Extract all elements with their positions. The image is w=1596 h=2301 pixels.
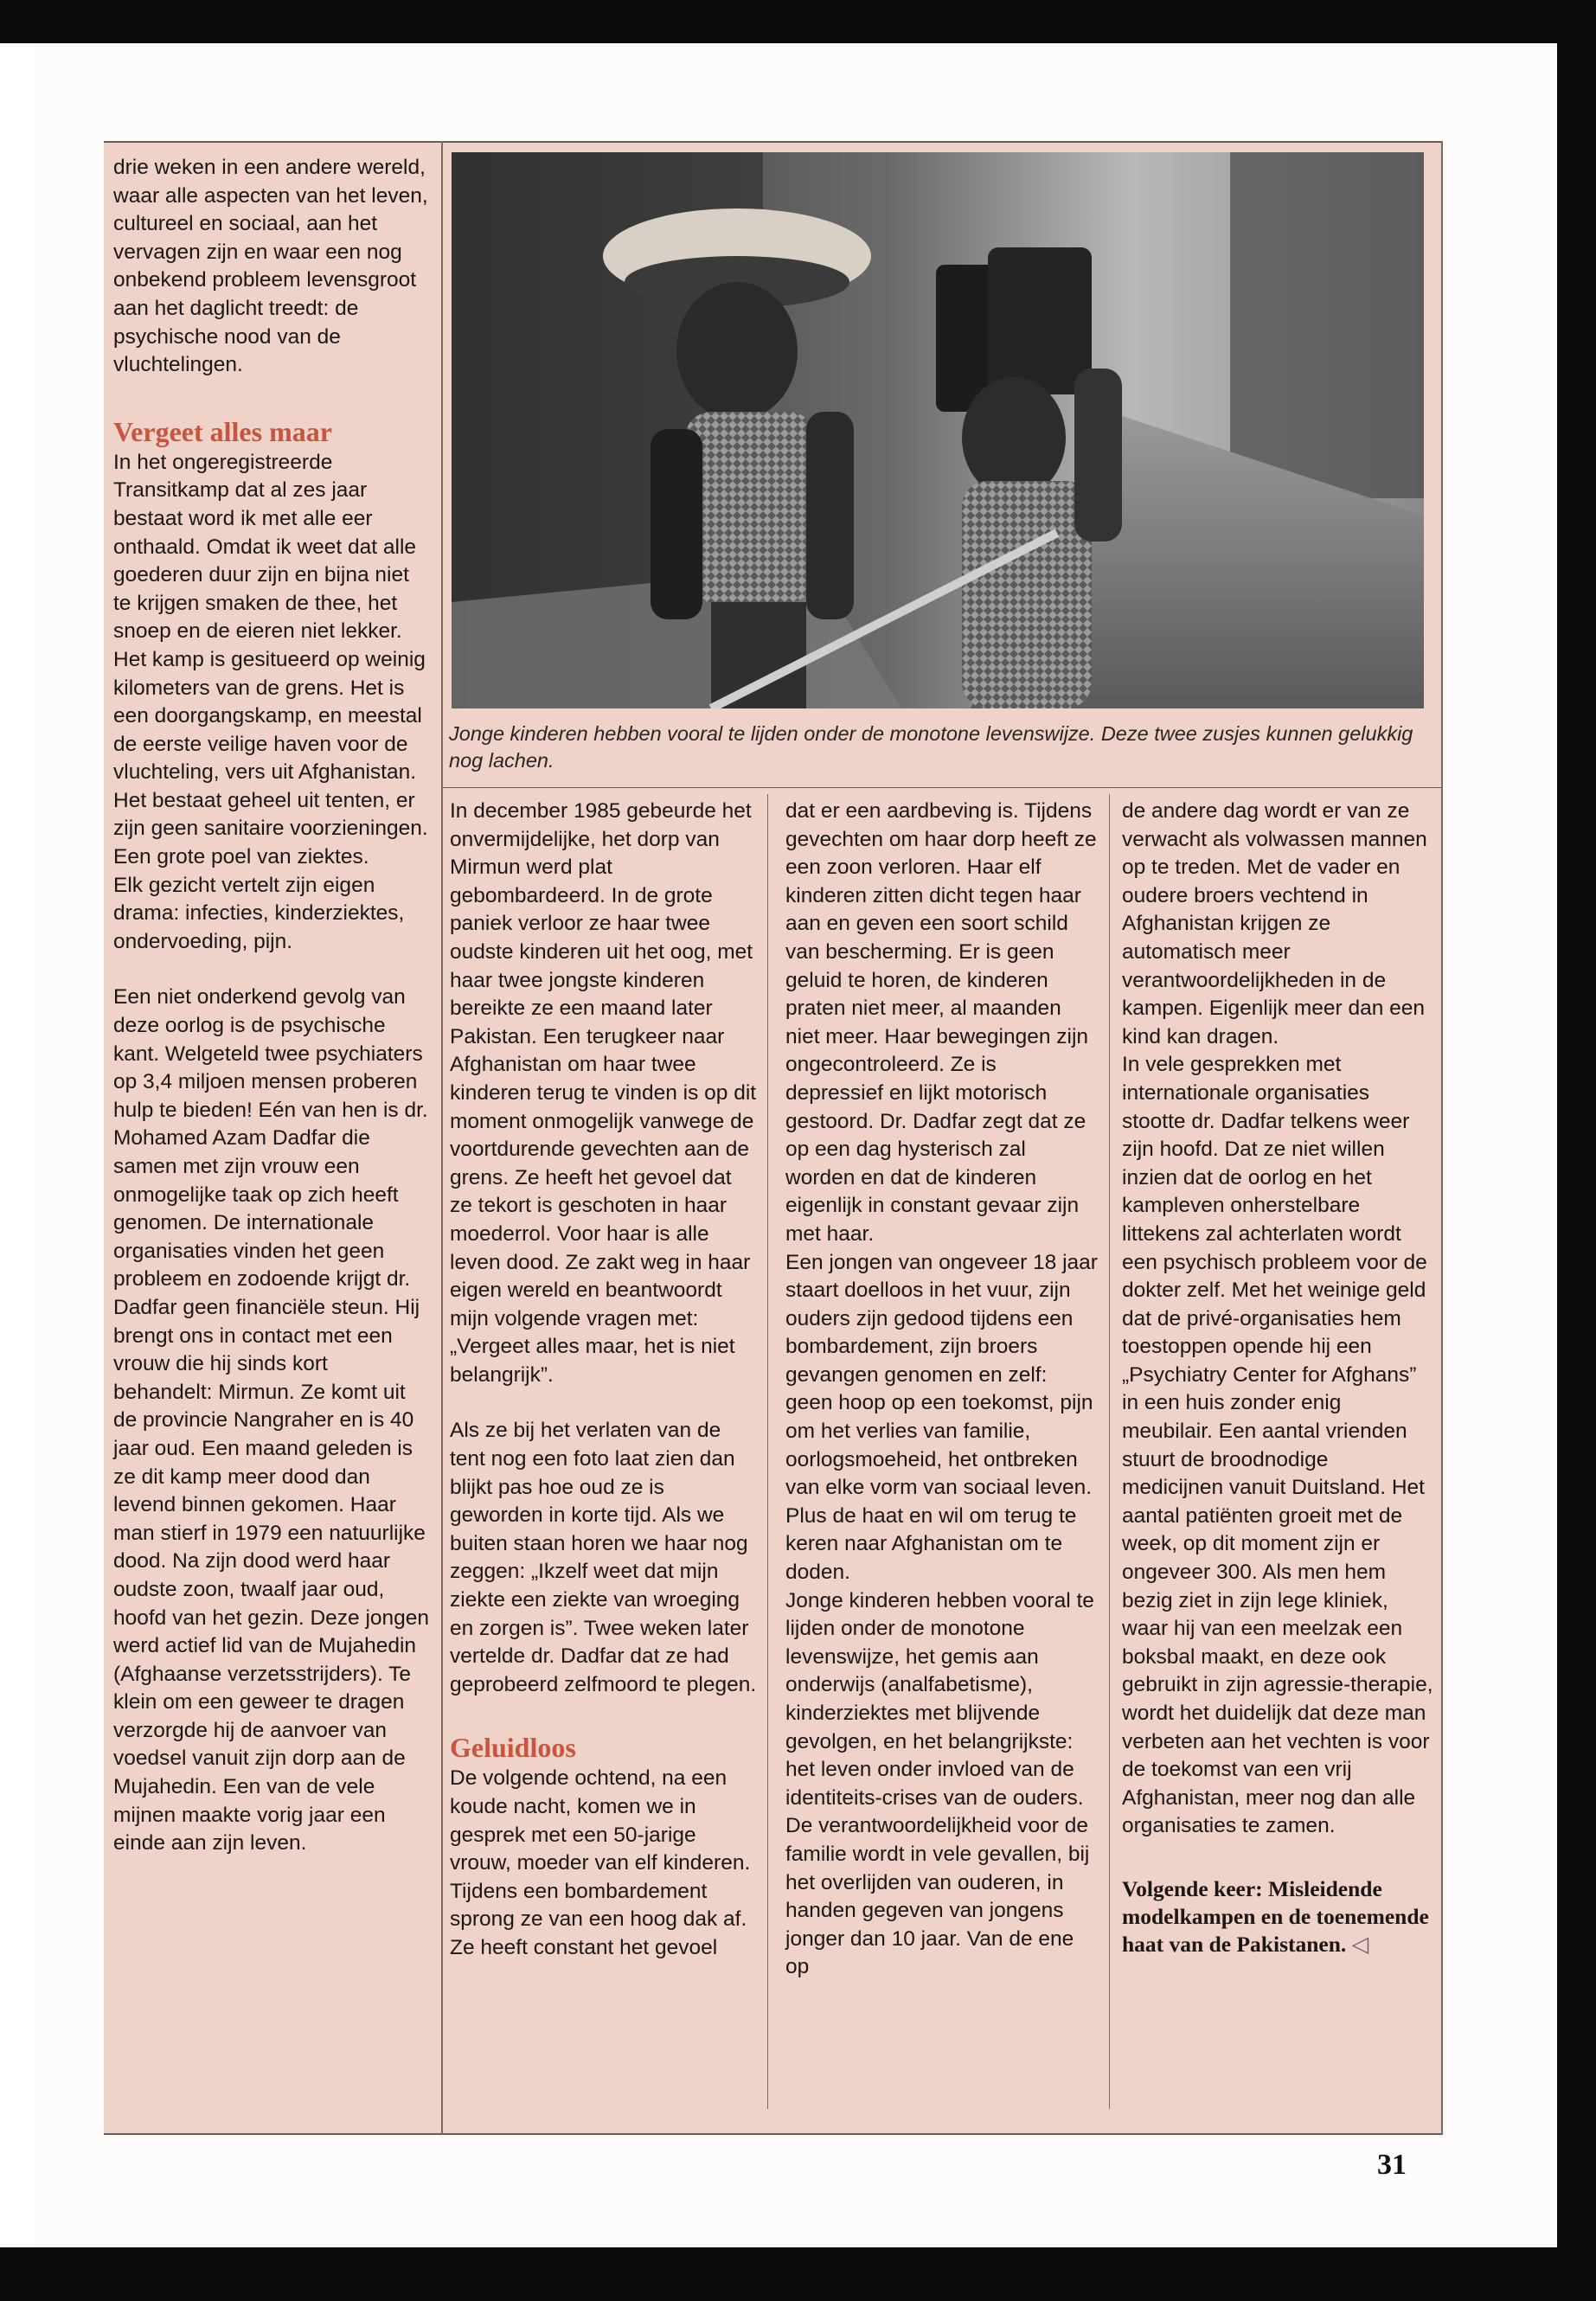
article-photo <box>452 152 1424 708</box>
column-1 <box>113 154 432 1858</box>
paragraph: In het ongeregistreerde Transitkamp dat al zes jaar bestaat word ik met alle eer onthaald. Omdat ik weet dat alle goederen duur zijn en bijna niet te krijgen smaken de thee, het snoep en de eieren niet lekker. Het kamp is gesitueerd op weinig kilometers van de grens. Het is een doorgangskamp, en meestal de eerste veilige haven voor de vluchteling, vers uit Afghanistan. Het bestaat geheel uit tenten, er zijn geen sanitaire voorzieningen. Een grote poel van ziektes. <box>113 450 428 869</box>
column-divider-3 <box>1109 794 1110 2109</box>
column-4 <box>1122 798 1435 1958</box>
paragraph: De verantwoordelijkheid voor de familie wordt in vele gevallen, bij het overlijden van ouderen, in handen gegeven van jongens jonger dan 10 jaar. Van de ene op <box>785 1814 1090 1979</box>
scan-top-border <box>0 0 1596 43</box>
paragraph: dat er een aardbeving is. Tijdens gevechten om haar dorp heeft ze een zoon verloren. Haar elf kinderen zitten dicht tegen haar aan en geven een soort schild van bescherming. Er is geen geluid te horen, de kinderen praten niet meer, al maanden niet meer. Haar bewegingen zijn ongecontroleerd. Ze is depressief en lijkt motorisch gestoord. Dr. Dadfar zegt dat ze op een dag hysterisch zal worden en dat de kinderen eigenlijk in constant gevaar zijn met haar. <box>785 799 1097 1246</box>
column-divider-1 <box>441 141 443 2134</box>
photo-caption: Jonge kinderen hebben vooral te lijden onder de monotone levenswijze. Deze twee zusjes kunnen gelukkig nog lachen. <box>449 722 1413 772</box>
column-2 <box>450 798 757 1963</box>
top-rule <box>104 141 1443 143</box>
scan-bottom-border <box>0 2247 1596 2301</box>
paragraph: De volgende ochtend, na een koude nacht, komen we in gesprek met een 50-jarige vrouw, moeder van elf kinderen. Tijdens een bombardement sprong ze van een hoog dak af. Ze heeft constant het gevoel <box>450 1766 751 1959</box>
intro-paragraph: drie weken in een andere wereld, waar alle aspecten van het leven, cultureel en sociaal, aan het vervagen zijn en waar een nog onbekend probleem levensgroot aan het daglicht treedt: de psychische nood van de vluchtelingen. <box>113 156 428 377</box>
heading-vergeet-alles-maar: Vergeet alles maar <box>113 415 332 447</box>
column-divider-2 <box>767 794 768 2109</box>
paragraph: In vele gesprekken met internationale organisaties stootte dr. Dadfar telkens weer zijn hoofd. Dat ze niet willen inzien dat de oorlog en het kampleven onherstelbare littekens zal achterlaten wordt een psychisch probleem voor de dokter zelf. Met het weinige geld dat de privé-organisaties hem toestoppen opende hij een „Psychiatry Center for Afghans” in een huis zonder enig meubilair. Een aantal vrienden stuurt de broodnodige medicijnen vanuit Duitsland. Het aantal patiënten groeit met de week, op dit moment zijn er ongeveer 300. Als men hem bezig ziet in zijn lege kliniek, waar hij van een meelzak een boksbal maakt, en deze ook gebruikt in zijn agressie-therapie, wordt het duidelijk dat deze man verbeten aan het vechten is voor de toekomst van een vrij Afghanistan, meer nog dan alle organisaties te zamen. <box>1122 1053 1433 1838</box>
end-mark-icon: ◁ <box>1351 1931 1369 1957</box>
paragraph: Jonge kinderen hebben vooral te lijden onder de monotone levenswijze, het gemis aan onderwijs (analfabetisme), kinderziektes met blijvende gevolgen, en het belangrijkste: het leven onder invloed van de identiteits-crises van de ouders. <box>785 1588 1094 1810</box>
paragraph: In december 1985 gebeurde het onvermijdelijke, het dorp van Mirmun werd plat gebombardeerd. In de grote paniek verloor ze haar twee oudste kinderen uit het oog, met haar twee jongste kinderen bereikte ze een maand later Pakistan. Een terugkeer naar Afghanistan om haar twee kinderen terug te vinden is op dit moment onmogelijk vanwege de voortdurende gevechten aan de grens. Ze heeft het gevoel dat ze tekort is geschoten in haar moederrol. Voor haar is alle leven dood. Ze zakt weg in haar eigen wereld en beantwoordt mijn volgende vragen met: „Vergeet alles maar, het is niet belangrijk”. <box>450 799 757 1387</box>
scan-right-border <box>1557 0 1596 2301</box>
paragraph: Een niet onderkend gevolg van deze oorlog is de psychische kant. Welgeteld twee psychiaters op 3,4 miljoen mensen proberen hulp te bieden! Eén van hen is dr. Mohamed Azam Dadfar die samen met zijn vrouw een onmogelijke taak op zich heeft genomen. De internationale organisaties vinden het geen probleem en zodoende krijgt dr. Dadfar geen financiële steun. Hij brengt ons in contact met een vrouw die hij sinds kort behandelt: Mirmun. Ze komt uit de provincie Nangraher en is 40 jaar oud. Een maand geleden is ze dit kamp meer dood dan levend binnen gekomen. Haar man stierf in 1979 een natuurlijke dood. Na zijn dood werd haar oudste zoon, twaalf jaar oud, hoofd van het gezin. Deze jongen werd actief lid van de Mujahedin (Afghaanse verzetsstrijders). Te klein om een geweer te dragen verzorgde hij de aanvoer van voedsel vanuit zijn dorp aan de Mujahedin. Een van de vele mijnen maakte vorig jaar een einde aan zijn leven. <box>113 985 430 1856</box>
bottom-rule <box>104 2133 1443 2135</box>
right-rule <box>1441 141 1443 2134</box>
paragraph: Elk gezicht vertelt zijn eigen drama: infecties, kinderziektes, ondervoeding, pijn. <box>113 873 405 953</box>
column-3 <box>785 798 1099 1982</box>
paragraph: Als ze bij het verlaten van de tent nog een foto laat zien dan blijkt pas hoe oud ze is geworden in korte tijd. Als we buiten staan horen we haar nog zeggen: „Ikzelf weet dat mijn ziekte een ziekte van wroeging en zorgen is”. Twee weken later vertelde dr. Dadfar dat ze had geprobeerd zelfmoord te plegen. <box>450 1419 757 1696</box>
paragraph: de andere dag wordt er van ze verwacht als volwassen mannen op te treden. Met de vader en oudere broers vechtend in Afghanistan krijgen ze automatisch meer verantwoordelijkheden in de kampen. Eigenlijk meer dan een kind kan dragen. <box>1122 799 1427 1048</box>
next-issue-teaser <box>1122 1875 1435 1958</box>
photo-two-girls-carrying-loads <box>452 152 1424 708</box>
caption-rule <box>441 787 1443 788</box>
page-number: 31 <box>1377 2149 1407 2181</box>
paragraph: Een jongen van ongeveer 18 jaar staart doelloos in het vuur, zijn ouders zijn gedood tijdens een bombardement, zijn broers gevangen genomen en zelf: geen hoop op een toekomst, pijn om het verlies van familie, oorlogsmoeheid, het ontbreken van elke vorm van sociaal leven. Plus de haat en wil om terug te keren naar Afghanistan om te doden. <box>785 1250 1098 1585</box>
heading-geluidloos: Geluidloos <box>450 1732 576 1764</box>
next-issue-text: Volgende keer: Misleidende modelkampen en de toenemende haat van de Pakistanen. <box>1122 1875 1429 1957</box>
